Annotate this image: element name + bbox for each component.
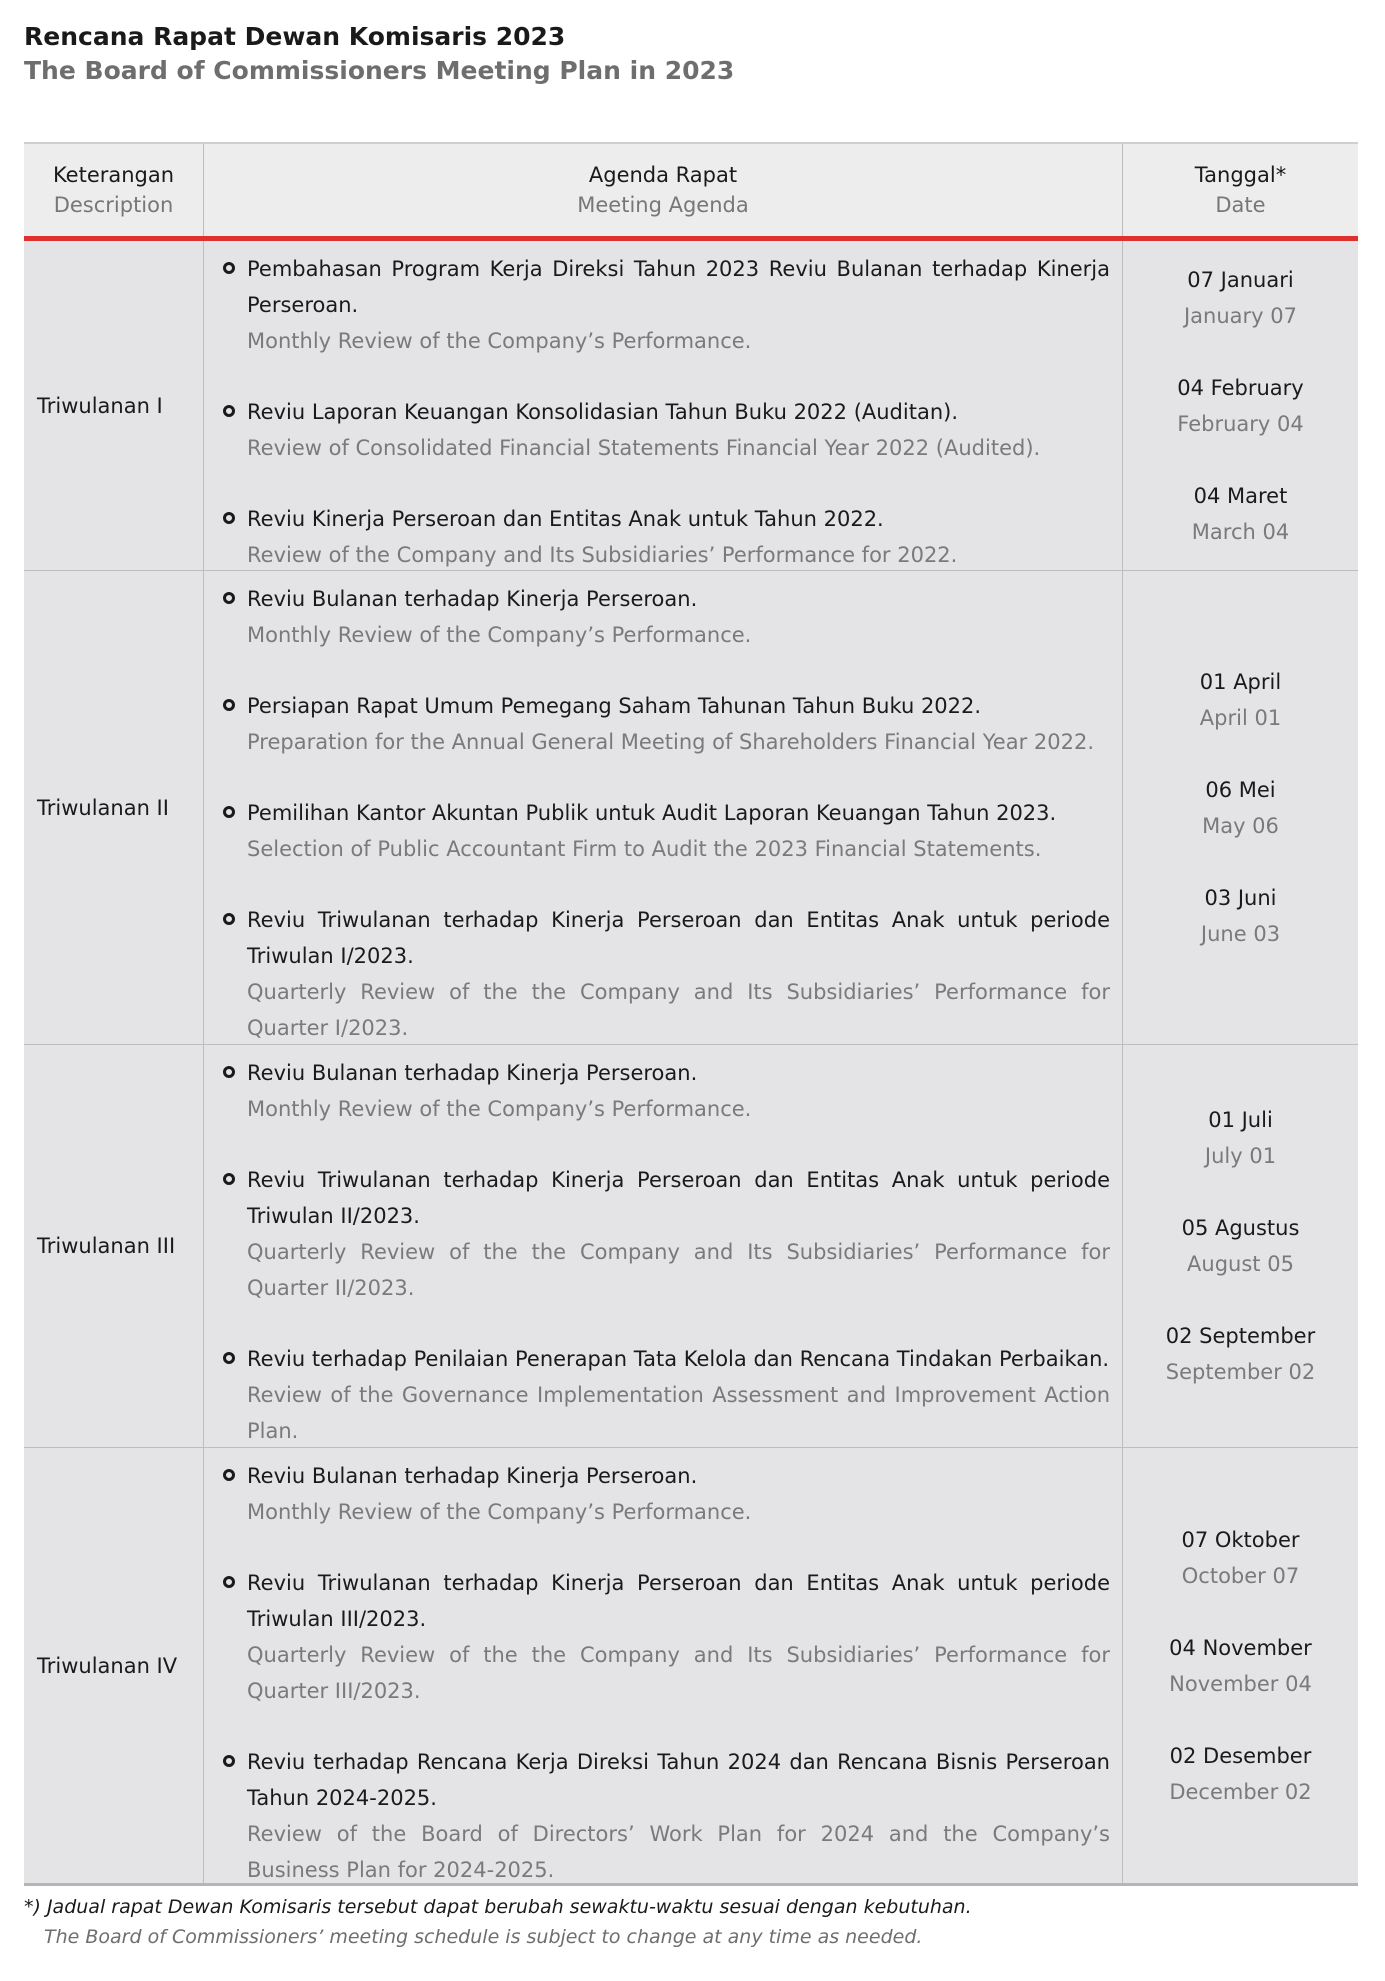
agenda-item [204, 1744, 1110, 1888]
date-en: December 02 [1169, 1779, 1312, 1804]
agenda-text-id: Reviu Laporan Keuangan Konsolidasian Tahun Buku 2022 (Auditan). [247, 400, 959, 424]
date-entry [1169, 1738, 1311, 1810]
date-entry [1184, 262, 1297, 334]
agenda-item [204, 394, 1110, 466]
bullet-icon [223, 913, 235, 925]
agenda-text-id: Pembahasan Program Kerja Direksi Tahun 2023 Reviu Bulanan terhadap Kinerja Perseroan. [247, 257, 1110, 317]
quarter-label: Triwulanan IV [24, 1448, 204, 1883]
date-id: 04 Maret [1193, 483, 1288, 508]
bullet-icon [223, 1173, 235, 1185]
table-row [24, 1448, 1358, 1886]
agenda-text-id: Reviu Kinerja Perseroan dan Entitas Anak untuk Tahun 2022. [247, 507, 884, 531]
table-row [24, 571, 1358, 1045]
agenda-text-id: Reviu terhadap Rencana Kerja Direksi Tahun 2024 dan Rencana Bisnis Perseroan Tahun 2024-2025. [247, 1750, 1110, 1810]
date-en: October 07 [1181, 1563, 1300, 1588]
bullet-icon [223, 1066, 235, 1078]
table-header [24, 144, 1358, 241]
header-description-id: Keterangan [52, 163, 175, 187]
agenda-text-en: Monthly Review of the Company’s Performance. [247, 329, 752, 353]
bullet-icon [223, 699, 235, 711]
agenda-text-en: Review of the Governance Implementation Assessment and Improvement Action Plan. [247, 1383, 1110, 1443]
agenda-text-id: Reviu Bulanan terhadap Kinerja Perseroan. [247, 1061, 698, 1085]
date-id: 01 Juli [1208, 1108, 1273, 1132]
agenda-text-id: Pemilihan Kantor Akuntan Publik untuk Audit Laporan Keuangan Tahun 2023. [247, 801, 1057, 825]
date-entry [1202, 772, 1279, 844]
date-entry [1166, 1318, 1315, 1390]
title-indonesian: Rencana Rapat Dewan Komisaris 2023 [24, 22, 566, 51]
bullet-icon [223, 405, 235, 417]
date-entry [1201, 880, 1280, 952]
date-cell [1123, 571, 1358, 1044]
header-agenda-id: Agenda Rapat [588, 163, 738, 187]
agenda-item [204, 1458, 1110, 1530]
header-description [24, 144, 204, 236]
date-entry [1182, 1210, 1300, 1282]
date-cell [1123, 241, 1358, 570]
bullet-icon [223, 1576, 235, 1588]
agenda-item [204, 581, 1110, 653]
bullet-icon [223, 1352, 235, 1364]
agenda-cell [204, 571, 1123, 1044]
date-en: May 06 [1202, 813, 1279, 838]
bullet-icon [223, 1469, 235, 1481]
footnote-english: The Board of Commissioners’ meeting schedule is subject to change at any time as needed. [44, 1926, 923, 1948]
agenda-text-en: Quarterly Review of the the Company and Its Subsidiaries’ Performance for Quarter II/2023. [247, 1240, 1110, 1300]
date-en: August 05 [1187, 1252, 1294, 1276]
date-entry [1169, 1630, 1312, 1702]
date-en: April 01 [1199, 705, 1282, 730]
agenda-text-id: Persiapan Rapat Umum Pemegang Saham Tahunan Tahun Buku 2022. [247, 694, 982, 718]
agenda-item [204, 902, 1110, 1046]
agenda-text-id: Reviu Triwulanan terhadap Kinerja Perseroan dan Entitas Anak untuk periode Triwulan I/2023. [247, 908, 1110, 968]
agenda-item [204, 688, 1110, 760]
header-date-en: Date [1215, 193, 1266, 217]
agenda-text-en: Monthly Review of the Company’s Performance. [247, 623, 752, 647]
agenda-text-en: Review of the Company and Its Subsidiaries’ Performance for 2022. [247, 543, 958, 567]
agenda-cell [204, 1045, 1123, 1447]
agenda-text-id: Reviu terhadap Penilaian Penerapan Tata Kelola dan Rencana Tindakan Perbaikan. [247, 1347, 1110, 1371]
agenda-text-en: Review of the Board of Directors’ Work Plan for 2024 and the Company’s Business Plan for 2024-2025. [247, 1822, 1110, 1882]
agenda-item [204, 795, 1110, 867]
agenda-text-id: Reviu Bulanan terhadap Kinerja Perseroan. [247, 587, 698, 611]
agenda-text-en: Monthly Review of the Company’s Performance. [247, 1500, 752, 1524]
quarter-label: Triwulanan III [24, 1045, 204, 1447]
agenda-text-en: Quarterly Review of the the Company and Its Subsidiaries’ Performance for Quarter I/2023. [247, 980, 1110, 1040]
bullet-icon [223, 806, 235, 818]
agenda-item [204, 251, 1110, 359]
quarter-label: Triwulanan II [24, 571, 204, 1044]
date-en: January 07 [1183, 303, 1297, 328]
page-title [24, 20, 734, 88]
bullet-icon [223, 512, 235, 524]
agenda-item [204, 1565, 1110, 1709]
agenda-cell [204, 1448, 1123, 1883]
date-en: November 04 [1169, 1671, 1312, 1696]
date-en: September 02 [1165, 1360, 1316, 1384]
meeting-plan-table [24, 142, 1358, 1886]
date-id: 02 Desember [1169, 1743, 1312, 1768]
header-agenda [204, 144, 1123, 236]
agenda-text-en: Quarterly Review of the the Company and Its Subsidiaries’ Performance for Quarter III/2023. [247, 1643, 1110, 1703]
date-en: June 03 [1200, 921, 1281, 946]
table-row [24, 1045, 1358, 1448]
bullet-icon [223, 1755, 235, 1767]
agenda-text-id: Reviu Triwulanan terhadap Kinerja Perseroan dan Entitas Anak untuk periode Triwulan III/2023. [247, 1571, 1110, 1631]
agenda-item [204, 1055, 1110, 1127]
agenda-item [204, 1162, 1110, 1306]
date-entry [1177, 370, 1303, 442]
date-id: 07 Januari [1187, 267, 1294, 292]
header-date-id: Tanggal* [1194, 163, 1287, 187]
header-date [1123, 144, 1358, 236]
agenda-text-id: Reviu Triwulanan terhadap Kinerja Perseroan dan Entitas Anak untuk periode Triwulan II/2023. [247, 1168, 1110, 1228]
table-row [24, 241, 1358, 571]
date-id: 07 Oktober [1181, 1527, 1300, 1552]
bullet-icon [223, 262, 235, 274]
agenda-text-id: Reviu Bulanan terhadap Kinerja Perseroan. [247, 1464, 698, 1488]
header-description-en: Description [53, 193, 174, 217]
date-entry [1200, 664, 1281, 736]
date-id: 05 Agustus [1181, 1216, 1300, 1240]
date-cell [1123, 1045, 1358, 1447]
date-entry [1192, 478, 1289, 550]
agenda-text-en: Preparation for the Annual General Meeting of Shareholders Financial Year 2022. [247, 730, 1095, 754]
date-cell [1123, 1448, 1358, 1883]
header-agenda-en: Meeting Agenda [577, 193, 749, 217]
date-entry [1205, 1102, 1276, 1174]
date-id: 04 November [1169, 1635, 1312, 1660]
date-id: 06 Mei [1205, 777, 1276, 802]
agenda-text-en: Selection of Public Accountant Firm to Audit the 2023 Financial Statements. [247, 837, 1042, 861]
agenda-cell [204, 241, 1123, 570]
date-id: 01 April [1199, 669, 1282, 694]
footnote [24, 1892, 972, 1952]
date-id: 04 February [1177, 375, 1304, 400]
date-id: 03 Juni [1204, 885, 1277, 910]
agenda-text-en: Monthly Review of the Company’s Performance. [247, 1097, 752, 1121]
date-en: February 04 [1177, 411, 1304, 436]
agenda-item [204, 501, 1110, 573]
date-en: March 04 [1191, 519, 1290, 544]
agenda-text-en: Review of Consolidated Financial Statements Financial Year 2022 (Audited). [247, 436, 1041, 460]
date-entry [1181, 1522, 1299, 1594]
quarter-label: Triwulanan I [24, 241, 204, 570]
date-id: 02 September [1165, 1324, 1316, 1348]
agenda-item [204, 1341, 1110, 1449]
title-english: The Board of Commissioners Meeting Plan in 2023 [24, 56, 735, 85]
footnote-indonesian: *) Jadual rapat Dewan Komisaris tersebut dapat berubah sewaktu-waktu sesuai dengan kebutuhan. [24, 1896, 972, 1918]
bullet-icon [223, 592, 235, 604]
date-en: July 01 [1204, 1144, 1277, 1168]
